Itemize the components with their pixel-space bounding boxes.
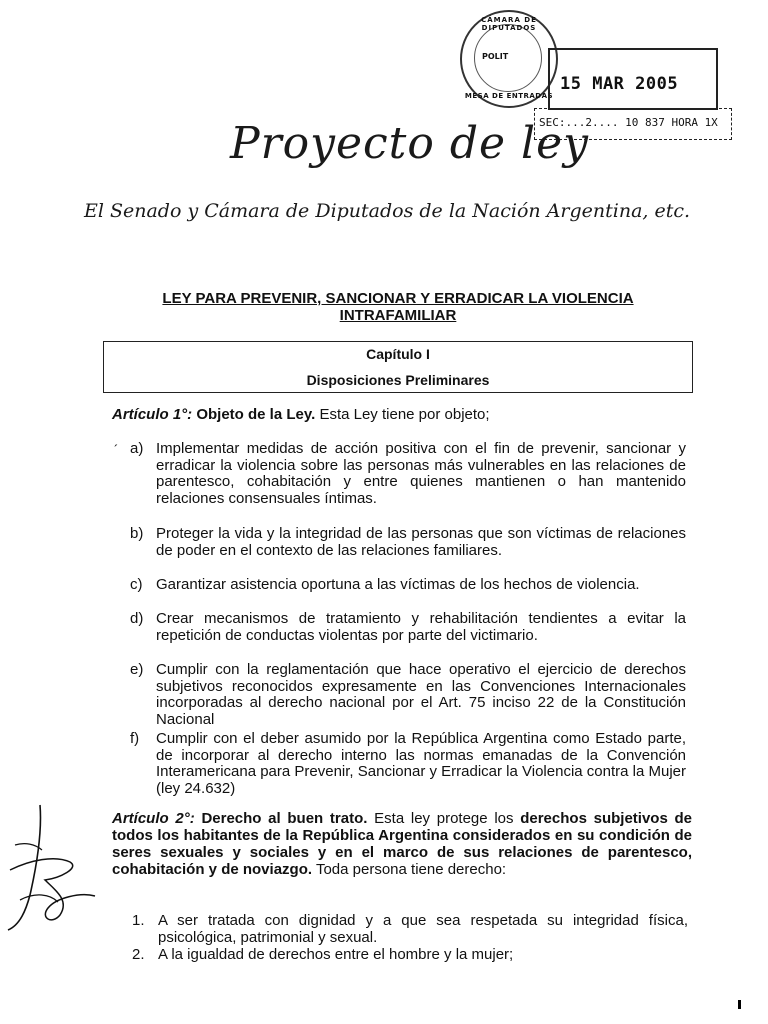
- seal-top-text: CÁMARA DE DIPUTADOS: [481, 16, 537, 32]
- item-marker: 1.: [132, 912, 145, 929]
- stamp-section-text: SEC:...2.... 10 837 HORA 1X: [539, 116, 718, 129]
- item-text: Cumplir con el deber asumido por la República Argentina como Estado parte, de incorporar al derecho interno las normas emanadas de la Convención Interamericana para Prevenir, Sancionar y Erradicar la Violencia contra la Mujer (ley 24.632): [156, 730, 686, 797]
- article-2-paragraph: [112, 810, 692, 878]
- seal-mid-text: POLIT: [482, 52, 509, 61]
- item-marker: b): [130, 525, 144, 542]
- article-2-title: Derecho al buen trato.: [201, 810, 368, 827]
- list-item: [130, 577, 686, 611]
- article-1-label: Artículo 1°:: [112, 406, 193, 423]
- law-title: LEY PARA PREVENIR, SANCIONAR Y ERRADICAR LA VIOLENCIA INTRAFAMILIAR: [162, 290, 634, 324]
- list-item: [130, 662, 686, 730]
- chapter-box: [103, 341, 693, 393]
- article-2-text-end: Toda persona tiene derecho:: [315, 861, 507, 878]
- item-text: Implementar medidas de acción positiva con el fin de prevenir, sancionar y erradicar la violencia sobre las personas más vulnerables en las relaciones de parentesco, cohabitación y entre quienes mantienen o han mantenido relaciones consensuales íntimas.: [156, 440, 686, 507]
- chapter-number: Capítulo I: [366, 346, 430, 362]
- item-text: Proteger la vida y la integridad de las personas que son víctimas de relaciones de poder en el contexto de las relaciones familiares.: [156, 525, 686, 559]
- reception-seal: [460, 10, 558, 108]
- document-title: Proyecto de ley: [230, 118, 589, 169]
- list-item: [130, 731, 686, 799]
- item-text: A ser tratada con dignidad y a que sea respetada su integridad física, psicológica, patrimonial y sexual.: [158, 912, 688, 946]
- item-text: A la igualdad de derechos entre el hombre y la mujer;: [158, 946, 514, 963]
- article-1-title: Objeto de la Ley.: [196, 406, 316, 423]
- enacting-clause: El Senado y Cámara de Diputados de la Nación Argentina, etc.: [84, 200, 691, 222]
- item-marker: f): [130, 730, 140, 747]
- list-item: [130, 611, 686, 661]
- article-2-text-start: Esta ley protege los: [374, 810, 514, 827]
- article-2-bold-text: derechos subjetivos de todos los habitantes de la República Argentina considerados en su condición de seres sexuales y sociales y en el marco de sus relaciones de parentesco, cohabitación y de noviazgo.: [112, 810, 693, 878]
- list-item: [132, 947, 688, 965]
- article-1-heading: [112, 406, 692, 423]
- article-1-intro: Esta Ley tiene por objeto;: [319, 406, 490, 423]
- item-marker: 2.: [132, 946, 145, 963]
- handwritten-signature: [0, 800, 110, 940]
- list-item: [132, 913, 688, 947]
- list-item: [130, 526, 686, 576]
- item-marker: e): [130, 661, 144, 678]
- list-item: [130, 441, 686, 525]
- article-2-label: Artículo 2°:: [112, 810, 195, 827]
- item-marker: d): [130, 610, 144, 627]
- page-mark: [738, 1000, 741, 1009]
- item-marker: a): [130, 440, 144, 457]
- item-text: Crear mecanismos de tratamiento y rehabilitación tendientes a evitar la repetición de conductas violentas por parte del victimario.: [156, 610, 686, 644]
- seal-bottom-text: MESA DE ENTRADAS: [464, 92, 554, 100]
- item-marker: c): [130, 576, 143, 593]
- item-text: Garantizar asistencia oportuna a las víctimas de los hechos de violencia.: [156, 576, 640, 593]
- margin-mark: ´: [114, 442, 119, 457]
- chapter-name: Disposiciones Preliminares: [306, 372, 490, 388]
- item-text: Cumplir con la reglamentación que hace operativo el ejercicio de derechos subjetivos reconocidos expresamente en las Convenciones Internacionales incorporadas al derecho nacional por el Art. 75 inciso 22 de la Constitución Nacional: [156, 661, 686, 728]
- stamp-date: 15 MAR 2005: [560, 74, 679, 94]
